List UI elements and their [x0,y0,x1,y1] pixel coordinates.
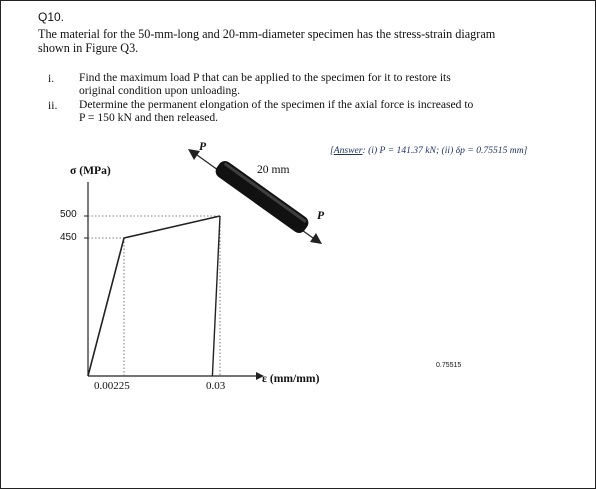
part-i-numeral: i. [48,72,55,85]
unloading-line [212,216,220,376]
statement-line-2: shown in Figure Q3. [38,41,139,55]
y-axis-label: σ (MPa) [70,164,111,177]
answer-label: Answer [333,145,363,156]
answer-bracket: [ [330,145,334,156]
part-i-line-1: Find the maximum load P that can be applied to the specimen for it to restore its [79,71,451,84]
top-load-label: P [199,140,207,153]
stress-strain-curve [88,216,220,376]
x-tick-label-00225: 0.00225 [94,380,130,392]
x-axis-label: ε (mm/mm) [262,372,320,385]
bottom-arrow-icon [310,233,322,244]
diameter-label: 20 mm [257,163,290,176]
part-i-line-2: original condition upon unloading. [79,83,241,97]
part-ii-numeral: ii. [48,99,58,112]
y-tick-label-500: 500 [60,209,77,220]
part-ii-line-2: P = 150 kN and then released. [79,110,219,124]
side-note-value: 0.75515 [436,362,462,369]
answer-text: : (i) P = 141.37 kN; (ii) δp = 0.75515 mm] [362,145,528,156]
x-tick-label-003: 0.03 [206,380,226,392]
y-tick-label-450: 450 [60,232,77,243]
question-number: Q10. [38,10,65,24]
specimen [188,149,325,244]
bottom-load-label: P [317,209,325,222]
part-ii-line-1: Determine the permanent elongation of the specimen if the axial force is increased to [79,98,474,111]
statement-line-1: The material for the 50-mm-long and 20-mm-diameter specimen has the stress-strain diagram [38,27,496,41]
